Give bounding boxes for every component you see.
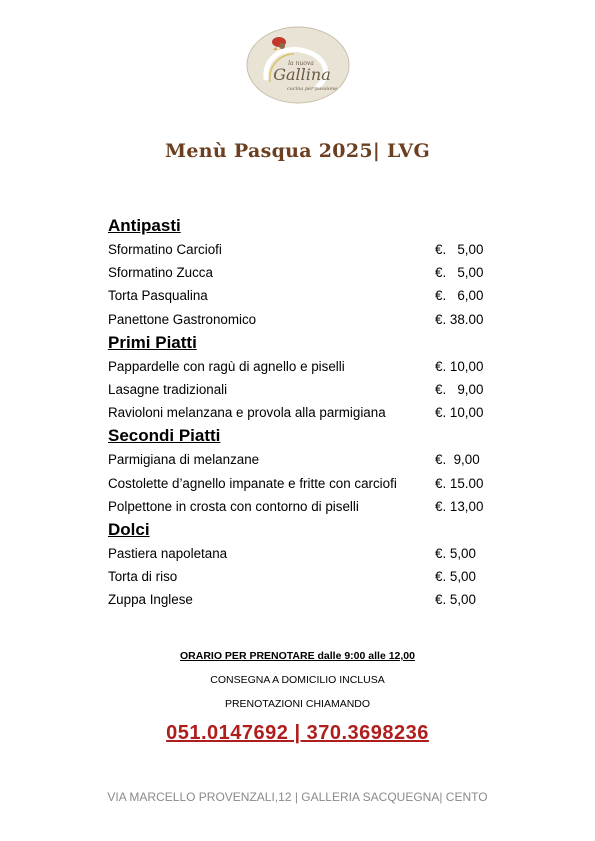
hen-logo-icon: [246, 26, 350, 104]
phone-numbers: 051.0147692 | 370.3698236: [166, 722, 429, 744]
item-name: Costolette d’agnello impanate e fritte con carciofi: [108, 475, 397, 491]
address: VIA MARCELLO PROVENZALI,12 | GALLERIA SACQUEGNA| CENTO: [107, 790, 488, 804]
menu-list: [108, 214, 488, 611]
item-price: €. 9,00: [435, 452, 480, 468]
section-title: Antipasti: [108, 216, 181, 235]
item-name: Lasagne tradizionali: [108, 381, 228, 397]
item-name: Zuppa Inglese: [108, 592, 193, 608]
item-price: €. 5,00: [435, 592, 476, 608]
logo-top-text: la nuova: [288, 60, 314, 67]
item-price: €. 5,00: [435, 569, 476, 585]
menu-item: [108, 308, 488, 331]
item-price: €. 38.00: [435, 311, 484, 327]
item-price: €. 5,00: [435, 242, 484, 257]
section-title: Primi Piatti: [108, 332, 197, 352]
item-price: €. 15.00: [435, 475, 484, 491]
item-price: €. 5,00: [435, 265, 484, 281]
menu-item: [108, 355, 488, 378]
item-price: €. 9,00: [435, 381, 484, 397]
menu-item: [108, 261, 488, 284]
item-name: Ravioloni melanzana e provola alla parmigiana: [108, 405, 386, 421]
item-name: Parmigiana di melanzane: [108, 452, 260, 468]
booking-note: PRENOTAZIONI CHIAMANDO: [224, 698, 371, 710]
section-antipasti: [108, 214, 488, 331]
item-price: €. 13,00: [435, 498, 484, 514]
section-title: Secondi Piatti: [108, 426, 221, 446]
item-name: Torta Pasqualina: [108, 288, 208, 304]
item-price: €. 5,00: [435, 545, 476, 561]
menu-item: [108, 565, 488, 588]
booking-hours: ORARIO PER PRENOTARE dalle 9:00 alle 12,00: [180, 650, 415, 662]
section-secondi-piatti: [108, 424, 488, 518]
section-primi-piatti: [108, 331, 488, 425]
item-price: €. 10,00: [435, 405, 484, 421]
logo-brand: Gallina: [273, 65, 331, 84]
item-name: Polpettone in crosta con contorno di piselli: [108, 498, 359, 514]
item-name: Pappardelle con ragù di agnello e piselli: [108, 358, 345, 374]
delivery-note: CONSEGNA A DOMICILIO INCLUSA: [210, 674, 385, 686]
menu-item: [108, 448, 488, 471]
item-name: Pastiera napoletana: [108, 545, 228, 561]
item-name: Sformatino Carciofi: [108, 242, 222, 257]
menu-item: [108, 238, 488, 261]
menu-item: [108, 472, 488, 495]
item-price: €. 6,00: [435, 288, 484, 304]
section-title: Dolci: [108, 519, 150, 539]
item-price: €. 10,00: [435, 358, 484, 374]
section-dolci: [108, 518, 488, 612]
menu-item: [108, 401, 488, 424]
menu-item: [108, 378, 488, 401]
logo: [246, 26, 350, 104]
item-name: Sformatino Zucca: [108, 265, 213, 281]
menu-item: [108, 588, 488, 611]
menu-item: [108, 542, 488, 565]
menu-item: [108, 495, 488, 518]
item-name: Torta di riso: [108, 569, 178, 585]
item-name: Panettone Gastronomico: [108, 311, 257, 327]
logo-bottom-text: cucina per passione: [286, 86, 338, 92]
menu-title: Menù Pasqua 2025| LVG: [165, 140, 430, 162]
menu-item: [108, 284, 488, 307]
